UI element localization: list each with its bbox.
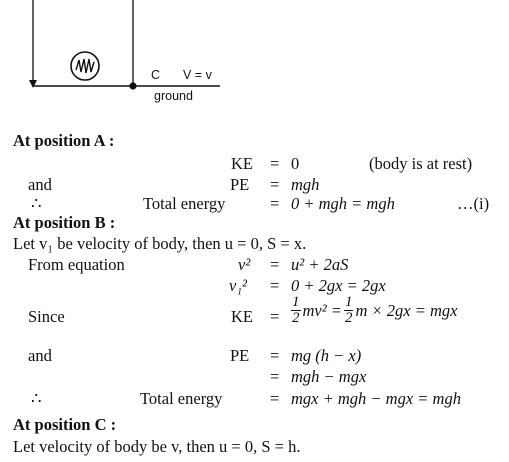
heading-position-c: At position C :	[13, 415, 117, 434]
a-pe-lhs: PE	[230, 175, 250, 194]
b-pe-eq2: =	[270, 367, 280, 386]
b-ke-frac1-den: 2	[292, 310, 300, 326]
b-eq2-rhs: 0 + 2gx = 2gx	[291, 276, 386, 295]
a-ke-lhs: KE	[231, 154, 253, 173]
b-te-rhs: mgx + mgh − mgx = mgh	[291, 389, 461, 408]
point-c-dot	[129, 82, 136, 89]
b-ke-part2: m × 2gx = mgx	[355, 300, 458, 320]
a-ke-note: (body is at rest)	[369, 154, 473, 173]
a-therefore: ∴	[31, 194, 42, 213]
b-ke-frac2-den: 2	[344, 310, 353, 326]
b-ke-part1: mv² =	[302, 300, 342, 320]
b-ke-eq: =	[270, 307, 280, 326]
b-eq1-lhs: v²	[238, 255, 251, 274]
falling-body-diagram	[0, 0, 240, 110]
a-pe-rhs: mgh	[291, 175, 320, 194]
b-eq2-lhs: v₁²	[229, 276, 248, 295]
b-pe-rhs1: mg (h − x)	[291, 346, 362, 365]
a-and: and	[28, 175, 52, 194]
b-ke-frac2-num: 1	[344, 294, 353, 310]
c-intro: Let velocity of body be v, then u = 0, S = h.	[13, 437, 301, 456]
a-eq-tag: …(i)	[457, 194, 490, 213]
b-te-eq: =	[270, 389, 280, 408]
ground-label: ground	[154, 89, 193, 103]
b-ke-lhs: KE	[231, 307, 253, 326]
a-te-eq: =	[270, 194, 280, 213]
a-ke-eq: =	[270, 154, 280, 173]
b-ke-frac1-num: 1	[292, 294, 300, 310]
a-te-rhs: 0 + mgh = mgh	[291, 194, 395, 213]
b-te-lhs: Total energy	[140, 389, 223, 408]
point-c-label: C	[151, 68, 161, 82]
b-eq1-eq: =	[270, 255, 280, 274]
heading-position-a: At position A :	[13, 131, 115, 150]
b-pe-lhs: PE	[230, 346, 250, 365]
b-ke-rhs	[289, 295, 457, 326]
b-pe-eq: =	[270, 346, 280, 365]
b-since: Since	[28, 307, 65, 326]
a-pe-eq: =	[270, 175, 280, 194]
b-ke-frac2	[344, 295, 354, 326]
b-and: and	[28, 346, 52, 365]
b-eq2-eq: =	[270, 276, 280, 295]
arrow-head	[29, 80, 37, 88]
a-ke-rhs: 0	[291, 154, 300, 173]
b-intro: Let v₁ be velocity of body, then u = 0, S = x.	[13, 234, 307, 253]
velocity-label: V = v	[183, 68, 212, 82]
b-eq1-rhs: u² + 2aS	[291, 255, 349, 274]
b-ke-frac1	[291, 295, 301, 326]
b-from-eq: From equation	[28, 255, 125, 274]
b-pe-rhs2: mgh − mgx	[291, 367, 367, 386]
a-te-lhs: Total energy	[143, 194, 226, 213]
b-therefore: ∴	[31, 389, 42, 408]
heading-position-b: At position B :	[13, 213, 116, 232]
